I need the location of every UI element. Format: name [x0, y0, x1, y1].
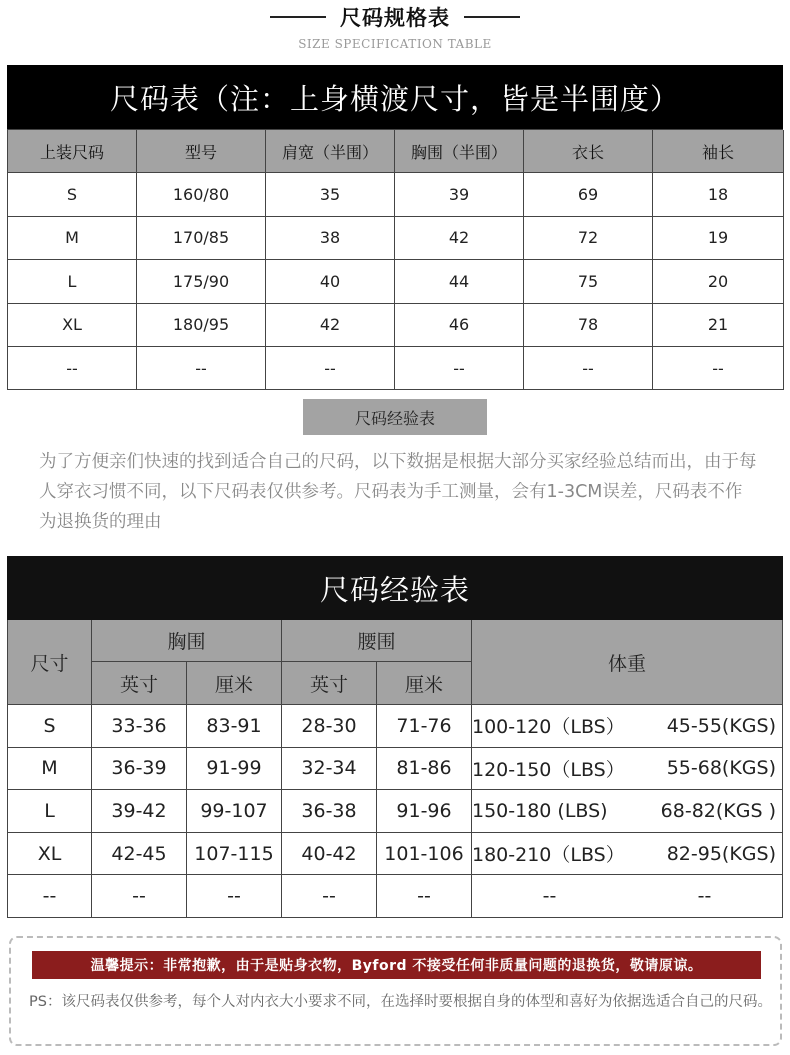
table-cell: --: [395, 347, 524, 390]
table-cell: 160/80: [137, 173, 266, 216]
table-cell: 32-34: [282, 748, 377, 791]
experience-table-grid: [7, 620, 783, 918]
header-chest: 胸围: [92, 620, 282, 662]
table-cell: L: [8, 790, 92, 833]
table-cell: XL: [8, 833, 92, 876]
table-cell: 42-45: [92, 833, 187, 876]
title-left-line: [270, 16, 326, 18]
header-size: 尺寸: [8, 620, 92, 705]
table-cell: XL: [8, 304, 137, 347]
table-row: [8, 705, 783, 748]
experience-table-banner: 尺码经验表: [7, 556, 783, 620]
ps-note: PS：该尺码表仅供参考，每个人对内衣大小要求不同，在选择时要根据自身的体型和喜好为依据选适合自己的尺码。: [29, 994, 772, 1010]
size-table-banner: 尺码表（注：上身横渡尺寸，皆是半围度）: [7, 65, 783, 129]
table-row: [8, 347, 783, 390]
table-cell: 46: [395, 304, 524, 347]
weight-lbs: 100-120（LBS）: [472, 716, 625, 739]
warning-banner: 温馨提示：非常抱歉，由于是贴身衣物，Byford 不接受任何非质量问题的退换货，敬请原谅。: [32, 951, 761, 979]
experience-table-header: [8, 620, 783, 705]
table-cell: 36-38: [282, 790, 377, 833]
weight-cell: [472, 790, 783, 833]
table-cell: 107-115: [187, 833, 282, 876]
table-cell: 19: [653, 217, 784, 260]
table-cell: 83-91: [187, 705, 282, 748]
table-cell: 101-106: [377, 833, 472, 876]
table-cell: 72: [524, 217, 653, 260]
table-cell: 69: [524, 173, 653, 216]
header-chest-cm: 厘米: [187, 662, 282, 705]
column-header: 肩宽（半围）: [266, 130, 395, 173]
table-cell: 20: [653, 260, 784, 303]
page-header: [0, 0, 790, 60]
header-chest-inch: 英寸: [92, 662, 187, 705]
table-cell: M: [8, 217, 137, 260]
table-cell: --: [524, 347, 653, 390]
column-header: 衣长: [524, 130, 653, 173]
title-row: [0, 2, 790, 32]
table-cell: 39-42: [92, 790, 187, 833]
weight-cell: [472, 875, 783, 918]
weight-kgs: 68-82(KGS ): [660, 799, 776, 822]
weight-kgs: 45-55(KGS): [666, 714, 776, 737]
column-header: 型号: [137, 130, 266, 173]
table-cell: 36-39: [92, 748, 187, 791]
weight-cell: [472, 748, 783, 791]
table-cell: 42: [395, 217, 524, 260]
table-cell: 40: [266, 260, 395, 303]
table-cell: 33-36: [92, 705, 187, 748]
column-header: 胸围（半围）: [395, 130, 524, 173]
table-cell: --: [187, 875, 282, 918]
weight-lbs: 120-150（LBS）: [472, 758, 625, 781]
table-cell: 78: [524, 304, 653, 347]
table-row: [8, 173, 783, 216]
title-right-line: [464, 16, 520, 18]
weight-cell: [472, 833, 783, 876]
table-cell: 42: [266, 304, 395, 347]
header-waist-cm: 厘米: [377, 662, 472, 705]
table-row: [8, 304, 783, 347]
table-cell: --: [92, 875, 187, 918]
table-cell: 175/90: [137, 260, 266, 303]
table-row: [8, 790, 783, 833]
header-waist: 腰围: [282, 620, 472, 662]
size-table-grid: [7, 129, 783, 390]
table-cell: 35: [266, 173, 395, 216]
table-cell: 170/85: [137, 217, 266, 260]
weight-cell: [472, 705, 783, 748]
size-table: [7, 65, 783, 390]
table-row: [8, 875, 783, 918]
table-cell: 18: [653, 173, 784, 216]
notice-box: [9, 936, 782, 1046]
page-subtitle: SIZE SPECIFICATION TABLE: [298, 37, 492, 51]
table-row: [8, 260, 783, 303]
table-cell: 28-30: [282, 705, 377, 748]
weight-kgs: 55-68(KGS): [666, 757, 776, 780]
table-cell: 40-42: [282, 833, 377, 876]
table-cell: M: [8, 748, 92, 791]
table-cell: --: [266, 347, 395, 390]
weight-kgs: 82-95(KGS): [666, 842, 776, 865]
column-header: 袖长: [653, 130, 784, 173]
table-cell: 71-76: [377, 705, 472, 748]
weight-lbs: --: [542, 885, 557, 908]
table-cell: 81-86: [377, 748, 472, 791]
experience-table: [7, 556, 783, 918]
table-cell: --: [8, 347, 137, 390]
table-cell: --: [8, 875, 92, 918]
experience-description: 为了方便亲们快速的找到适合自己的尺码，以下数据是根据大部分买家经验总结而出，由于每人穿衣习惯不同，以下尺码表仅供参考。尺码表为手工测量，会有1-3CM误差，尺码表不作为退换货的理由: [39, 452, 757, 532]
table-cell: 91-96: [377, 790, 472, 833]
table-cell: --: [137, 347, 266, 390]
table-row: [8, 833, 783, 876]
experience-label: 尺码经验表: [303, 399, 487, 435]
table-cell: --: [282, 875, 377, 918]
table-row: [8, 748, 783, 791]
table-cell: 39: [395, 173, 524, 216]
table-cell: S: [8, 705, 92, 748]
header-waist-inch: 英寸: [282, 662, 377, 705]
table-cell: 99-107: [187, 790, 282, 833]
table-cell: 75: [524, 260, 653, 303]
table-cell: --: [653, 347, 784, 390]
table-row: [8, 217, 783, 260]
table-cell: 38: [266, 217, 395, 260]
size-table-header-row: [8, 130, 783, 173]
table-cell: 21: [653, 304, 784, 347]
page-title: 尺码规格表: [340, 6, 450, 30]
table-cell: 44: [395, 260, 524, 303]
table-cell: S: [8, 173, 137, 216]
table-cell: L: [8, 260, 137, 303]
weight-lbs: 180-210（LBS）: [472, 844, 625, 867]
weight-lbs: 150-180 (LBS): [472, 799, 608, 822]
table-cell: --: [377, 875, 472, 918]
table-cell: 91-99: [187, 748, 282, 791]
column-header: 上装尺码: [8, 130, 137, 173]
weight-kgs: --: [697, 885, 712, 908]
table-cell: 180/95: [137, 304, 266, 347]
header-weight: 体重: [472, 620, 783, 705]
